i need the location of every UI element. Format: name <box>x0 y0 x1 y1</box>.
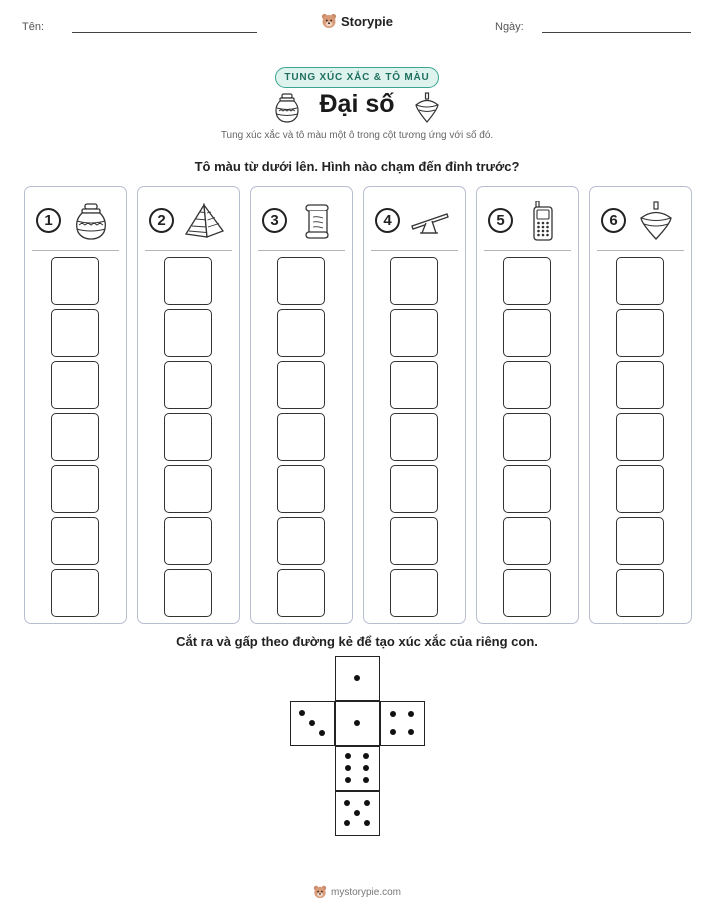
column-divider <box>597 250 684 251</box>
dice-pip <box>408 711 414 717</box>
column-6 <box>589 186 692 624</box>
column-divider <box>484 250 571 251</box>
date-label: Ngày: <box>495 21 524 33</box>
color-box[interactable] <box>277 413 325 461</box>
column-divider <box>371 250 458 251</box>
dice-pip <box>390 711 396 717</box>
color-box[interactable] <box>503 465 551 513</box>
dice-face-1 <box>335 656 380 701</box>
page-title: Đại số <box>319 90 395 118</box>
color-box[interactable] <box>277 361 325 409</box>
color-box[interactable] <box>616 465 664 513</box>
subtitle: Tung xúc xắc và tô màu một ô trong cột tương ứng với số đó. <box>220 130 494 141</box>
color-box[interactable] <box>164 361 212 409</box>
color-box[interactable] <box>51 413 99 461</box>
color-box[interactable] <box>503 257 551 305</box>
color-box[interactable] <box>503 569 551 617</box>
color-box[interactable] <box>164 465 212 513</box>
dice-face-6 <box>335 746 380 791</box>
name-line <box>72 32 257 33</box>
column-number: 6 <box>601 208 626 233</box>
color-box[interactable] <box>51 361 99 409</box>
dice-pip <box>344 820 350 826</box>
dice-pip <box>364 820 370 826</box>
color-box[interactable] <box>503 517 551 565</box>
column-number: 5 <box>488 208 513 233</box>
color-box[interactable] <box>616 361 664 409</box>
scroll-icon <box>296 201 338 241</box>
dice-face-3 <box>290 701 335 746</box>
cut-instruction: Cắt ra và gấp theo đường kẻ để tạo xúc xắc của riêng con. <box>176 634 538 649</box>
dice-face-1 <box>335 701 380 746</box>
color-box[interactable] <box>51 569 99 617</box>
color-box[interactable] <box>390 257 438 305</box>
color-box[interactable] <box>503 309 551 357</box>
color-box[interactable] <box>277 569 325 617</box>
dice-pip <box>319 730 325 736</box>
seesaw-icon <box>409 201 451 241</box>
bear-logo-icon <box>313 885 327 899</box>
column-header <box>25 187 126 251</box>
dice-face-5 <box>335 791 380 836</box>
brand-logo <box>0 13 714 29</box>
column-header <box>138 187 239 251</box>
spinning-top-icon <box>635 201 677 241</box>
color-box[interactable] <box>503 361 551 409</box>
color-box[interactable] <box>164 257 212 305</box>
color-box[interactable] <box>164 413 212 461</box>
column-header <box>251 187 352 251</box>
dice-pip <box>364 800 370 806</box>
column-3 <box>250 186 353 624</box>
columns-area <box>24 186 690 624</box>
instruction: Tô màu từ dưới lên. Hình nào chạm đến đỉnh trước? <box>194 159 520 174</box>
color-box[interactable] <box>164 517 212 565</box>
dice-pip <box>309 720 315 726</box>
column-number: 4 <box>375 208 400 233</box>
name-label: Tên: <box>22 21 45 33</box>
footer-url: mystorypie.com <box>330 886 401 898</box>
color-box[interactable] <box>164 309 212 357</box>
bear-logo-icon <box>321 13 337 29</box>
color-box[interactable] <box>277 257 325 305</box>
column-5 <box>476 186 579 624</box>
column-divider <box>258 250 345 251</box>
color-box[interactable] <box>51 465 99 513</box>
color-box[interactable] <box>51 257 99 305</box>
column-1 <box>24 186 127 624</box>
footer <box>0 885 714 899</box>
color-box[interactable] <box>503 413 551 461</box>
color-box[interactable] <box>390 569 438 617</box>
dice-pip <box>344 800 350 806</box>
color-box[interactable] <box>390 517 438 565</box>
color-box[interactable] <box>51 517 99 565</box>
color-box[interactable] <box>277 517 325 565</box>
color-box[interactable] <box>390 361 438 409</box>
column-divider <box>32 250 119 251</box>
dice-pip <box>363 753 369 759</box>
column-header <box>590 187 691 251</box>
color-box[interactable] <box>277 309 325 357</box>
color-box[interactable] <box>616 569 664 617</box>
column-number: 3 <box>262 208 287 233</box>
dice-pip <box>363 765 369 771</box>
jar-icon <box>70 201 112 241</box>
color-box[interactable] <box>616 413 664 461</box>
color-box[interactable] <box>277 465 325 513</box>
column-header <box>364 187 465 251</box>
dice-pip <box>345 765 351 771</box>
dice-face-4 <box>380 701 425 746</box>
color-box[interactable] <box>164 569 212 617</box>
column-divider <box>145 250 232 251</box>
color-box[interactable] <box>616 257 664 305</box>
column-2 <box>137 186 240 624</box>
dice-pip <box>354 720 360 726</box>
brand-name: Storypie <box>340 13 393 29</box>
dice-pip <box>390 729 396 735</box>
mobile-phone-icon <box>522 201 564 241</box>
pyramid-icon <box>183 201 225 241</box>
color-box[interactable] <box>390 309 438 357</box>
column-header <box>477 187 578 251</box>
spinning-top-icon <box>413 92 441 124</box>
activity-badge: TUNG XÚC XẮC & TÔ MÀU <box>275 67 439 88</box>
dice-pip <box>345 753 351 759</box>
dice-pip <box>299 710 305 716</box>
color-box[interactable] <box>390 413 438 461</box>
dice-pip <box>345 777 351 783</box>
color-box[interactable] <box>390 465 438 513</box>
color-box[interactable] <box>616 309 664 357</box>
dice-pip <box>354 675 360 681</box>
dice-pip <box>363 777 369 783</box>
column-number: 1 <box>36 208 61 233</box>
column-4 <box>363 186 466 624</box>
column-number: 2 <box>149 208 174 233</box>
dice-pip <box>408 729 414 735</box>
color-box[interactable] <box>51 309 99 357</box>
dice-pip <box>354 810 360 816</box>
date-line <box>542 32 691 33</box>
color-box[interactable] <box>616 517 664 565</box>
